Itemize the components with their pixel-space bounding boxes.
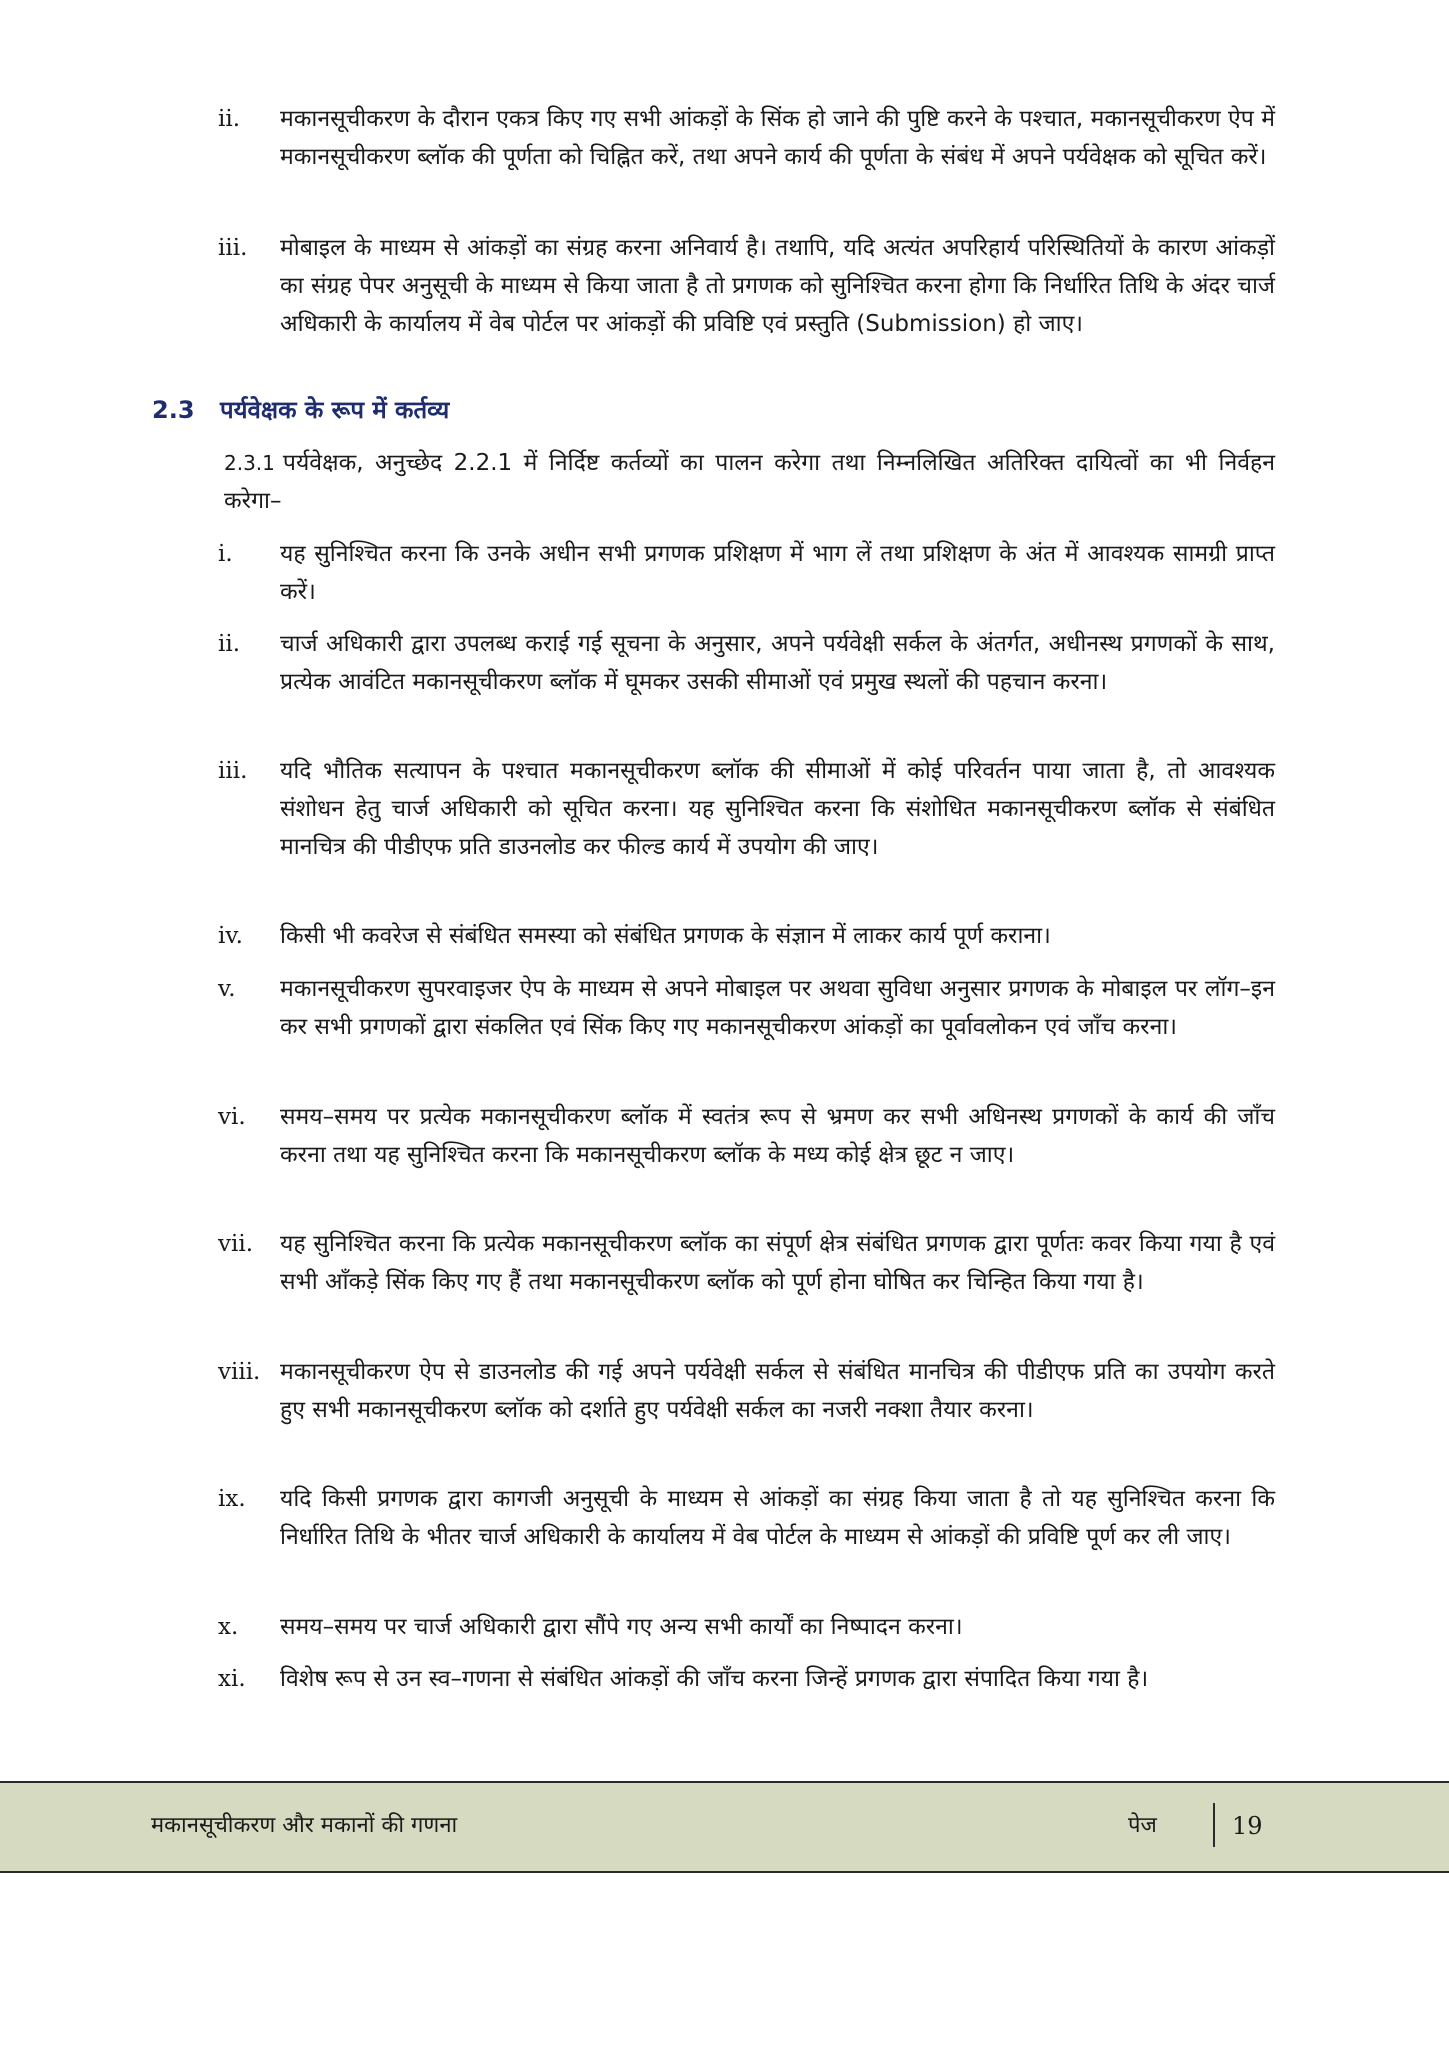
list-item — [218, 752, 1275, 866]
item-number: viii. — [218, 1359, 261, 1385]
list-item — [218, 1225, 1275, 1301]
section-title: पर्यवेक्षक के रूप में कर्तव्य — [220, 396, 450, 424]
page-number: 19 — [1232, 1812, 1263, 1840]
item-number: ii. — [218, 106, 241, 132]
list-item — [218, 229, 1275, 343]
item-number: xi. — [218, 1666, 246, 1692]
item-text: मकानसूचीकरण सुपरवाइजर ऐप के माध्यम से अपने मोबाइल पर अथवा सुविधा अनुसार प्रगणक के मोबाइल पर लॉग–इन कर सभी प्रगणकों द्वारा संकलित एवं सिंक किए गए मकानसूचीकरण आंकड़ों का पूर्वावलोकन एवं जाँच करना। — [280, 976, 1275, 1040]
paragraph-text: पर्यवेक्षक, अनुच्छेद 2.2.1 में निर्दिष्ट कर्तव्यों का पालन करेगा तथा निम्नलिखित अतिरिक्त दायित्वों का भी निर्वहन करेगा– — [224, 450, 1275, 514]
list-item — [218, 535, 1275, 611]
item-text: मोबाइल के माध्यम से आंकड़ों का संग्रह करना अनिवार्य है। तथापि, यदि अत्यंत अपरिहार्य परिस्थितियों के कारण आंकड़ों का संग्रह पेपर अनुसूची के माध्यम से किया जाता है तो प्रगणक को सुनिश्चित करना होगा कि निर्धारित तिथि के अंदर चार्ज अधिकारी के कार्यालय में वेब पोर्टल पर आंकड़ों की प्रविष्टि एवं प्रस्तुति (Submission) हो जाए। — [280, 235, 1275, 337]
list-item — [218, 625, 1275, 701]
item-text: मकानसूचीकरण के दौरान एकत्र किए गए सभी आंकड़ों के सिंक हो जाने की पुष्टि करने के पश्चात, मकानसूचीकरण ऐप में मकानसूचीकरण ब्लॉक की पूर्णता को चिह्नित करें, तथा अपने कार्य की पूर्णता के संबंध में अपने पर्यवेक्षक को सूचित करें। — [280, 106, 1275, 170]
item-number: iii. — [218, 235, 248, 261]
section-heading — [152, 391, 449, 429]
item-text: यह सुनिश्चित करना कि प्रत्येक मकानसूचीकरण ब्लॉक का संपूर्ण क्षेत्र संबंधित प्रगणक द्वारा पूर्णतः कवर किया गया है एवं सभी आँकड़े सिंक किए गए हैं तथा मकानसूचीकरण ब्लॉक को पूर्ण होना घोषित कर चिन्हित किया गया है। — [280, 1231, 1275, 1295]
list-item — [218, 100, 1275, 176]
item-text: समय–समय पर चार्ज अधिकारी द्वारा सौंपे गए अन्य सभी कार्यों का निष्पादन करना। — [280, 1614, 963, 1640]
item-text: विशेष रूप से उन स्व–गणना से संबंधित आंकड़ों की जाँच करना जिन्हें प्रगणक द्वारा संपादित किया गया है। — [280, 1666, 1149, 1692]
item-text: किसी भी कवरेज से संबंधित समस्या को संबंधित प्रगणक के संज्ञान में लाकर कार्य पूर्ण कराना। — [280, 923, 1051, 949]
list-item — [218, 1480, 1275, 1556]
list-item — [218, 1098, 1275, 1174]
section-number: 2.3 — [152, 396, 195, 424]
item-number: i. — [218, 541, 233, 567]
footer-divider — [1213, 1803, 1215, 1847]
item-text: यह सुनिश्चित करना कि उनके अधीन सभी प्रगणक प्रशिक्षण में भाग लें तथा प्रशिक्षण के अंत में आवश्यक सामग्री प्राप्त करें। — [280, 541, 1275, 605]
list-item — [218, 970, 1275, 1046]
item-text: यदि किसी प्रगणक द्वारा कागजी अनुसूची के माध्यम से आंकड़ों का संग्रह किया जाता है तो यह सुनिश्चित करना कि निर्धारित तिथि के भीतर चार्ज अधिकारी के कार्यालय में वेब पोर्टल के माध्यम से आंकड़ों की प्रविष्टि पूर्ण कर ली जाए। — [280, 1486, 1275, 1550]
item-number: x. — [218, 1614, 239, 1640]
footer-title: मकानसूचीकरण और मकानों की गणना — [151, 1813, 458, 1838]
item-text: यदि भौतिक सत्यापन के पश्चात मकानसूचीकरण ब्लॉक की सीमाओं में कोई परिवर्तन पाया जाता है, तो आवश्यक संशोधन हेतु चार्ज अधिकारी को सूचित करना। यह सुनिश्चित करना कि संशोधित मकानसूचीकरण ब्लॉक से संबंधित मानचित्र की पीडीएफ प्रति डाउनलोड कर फील्ड कार्य में उपयोग की जाए। — [280, 758, 1275, 860]
paragraph-number: 2.3.1 — [224, 451, 275, 475]
item-number: v. — [218, 976, 236, 1002]
list-item — [218, 1608, 1275, 1646]
paragraph-2-3-1 — [224, 444, 1275, 520]
item-number: iii. — [218, 758, 248, 784]
page-footer — [0, 1781, 1449, 1873]
list-item — [218, 1660, 1275, 1698]
item-number: iv. — [218, 923, 243, 949]
list-item — [218, 1353, 1275, 1429]
item-text: चार्ज अधिकारी द्वारा उपलब्ध कराई गई सूचना के अनुसार, अपने पर्यवेक्षी सर्कल के अंतर्गत, अधीनस्थ प्रगणकों के साथ, प्रत्येक आवंटित मकानसूचीकरण ब्लॉक में घूमकर उसकी सीमाओं एवं प्रमुख स्थलों की पहचान करना। — [280, 631, 1275, 695]
item-number: vii. — [218, 1231, 254, 1257]
item-text: मकानसूचीकरण ऐप से डाउनलोड की गई अपने पर्यवेक्षी सर्कल से संबंधित मानचित्र की पीडीएफ प्रति का उपयोग करते हुए सभी मकानसूचीकरण ब्लॉक को दर्शाते हुए पर्यवेक्षी सर्कल का नजरी नक्शा तैयार करना। — [280, 1359, 1275, 1423]
item-number: vi. — [218, 1104, 246, 1130]
item-text: समय–समय पर प्रत्येक मकानसूचीकरण ब्लॉक में स्वतंत्र रूप से भ्रमण कर सभी अधिनस्थ प्रगणकों के कार्य की जाँच करना तथा यह सुनिश्चित करना कि मकानसूचीकरण ब्लॉक के मध्य कोई क्षेत्र छूट न जाए। — [280, 1104, 1275, 1168]
item-number: ix. — [218, 1486, 246, 1512]
footer-page-label: पेज — [1128, 1813, 1157, 1838]
list-item — [218, 917, 1275, 955]
item-number: ii. — [218, 631, 241, 657]
